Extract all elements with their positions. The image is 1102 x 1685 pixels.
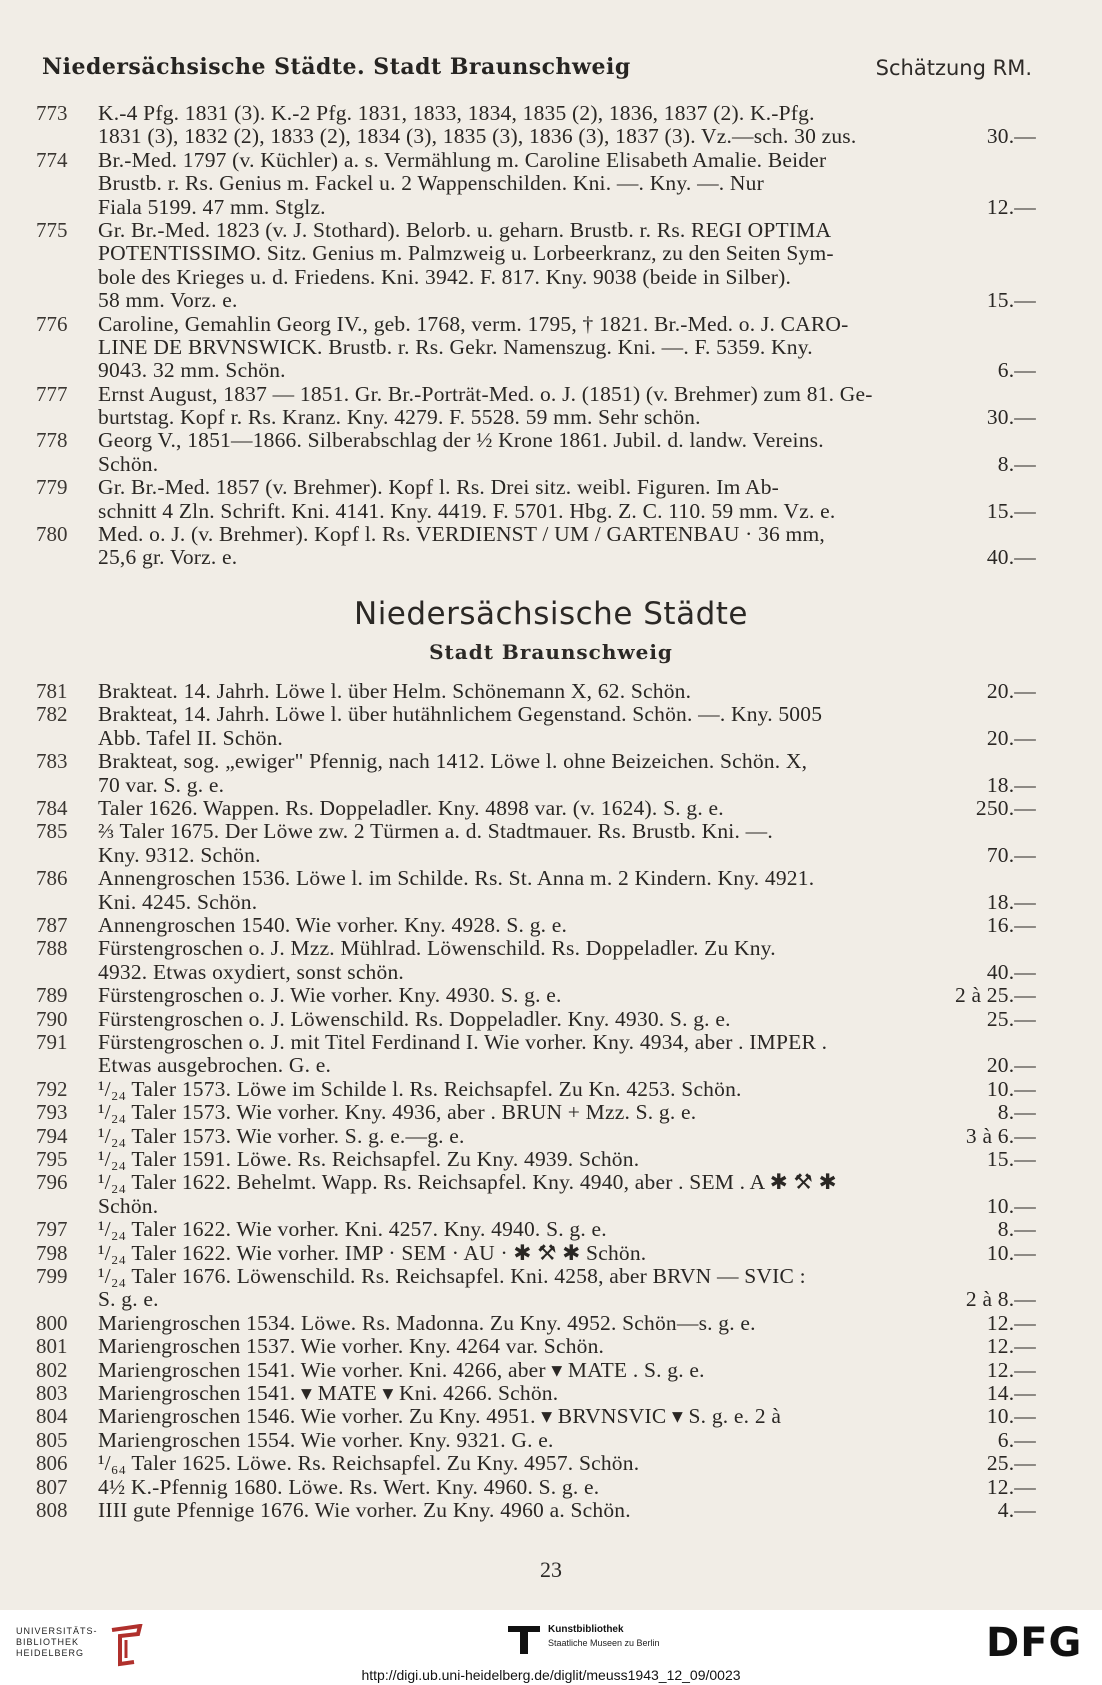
lot-line-text: Caroline, Gemahlin Georg IV., geb. 1768, verm. 1795, † 1821. Br.-Med. o. J. CARO-	[98, 312, 849, 336]
lot-entry	[36, 1078, 1036, 1101]
lot-entry	[36, 1499, 1036, 1522]
lot-line	[98, 1359, 1036, 1382]
lot-description	[98, 1405, 1036, 1428]
lot-description	[98, 1242, 1036, 1265]
lot-line	[98, 313, 1036, 336]
lot-number: 783	[36, 749, 68, 774]
lot-description	[98, 102, 1036, 149]
lot-line-text: Fürstengroschen o. J. Löwenschild. Rs. Doppeladler. Kny. 4930. S. g. e.	[98, 1007, 731, 1031]
lot-entry	[36, 1148, 1036, 1171]
lot-entry	[36, 867, 1036, 914]
lot-description	[98, 984, 1036, 1007]
lot-entry	[36, 1312, 1036, 1335]
lot-line-text: schnitt 4 Zln. Schrift. Kni. 4141. Kny. 4419. F. 5701. Hbg. Z. C. 110. 59 mm. Vz. e.	[98, 499, 836, 523]
uni-logo-line: BIBLIOTHEK	[16, 1637, 80, 1647]
lot-entry	[36, 1125, 1036, 1148]
lot-description	[98, 1335, 1036, 1358]
lot-line	[98, 961, 1036, 984]
lot-description	[98, 914, 1036, 937]
lot-number: 794	[36, 1123, 68, 1148]
lot-line-text: ¹/₂₄ Taler 1622. Wie vorher. IMP · SEM · AU · ✱ ⚒ ✱ Schön.	[98, 1241, 647, 1265]
lot-line-text: POTENTISSIMO. Sitz. Genius m. Palmzweig u. Lorbeerkranz, zu den Seiten Sym-	[98, 242, 834, 266]
lot-line-text: Br.-Med. 1797 (v. Küchler) a. s. Vermählung m. Caroline Elisabeth Amalie. Beider	[98, 148, 827, 172]
lot-line	[98, 219, 1036, 242]
lot-line-text: ¹/₆₄ Taler 1625. Löwe. Rs. Reichsapfel. Zu Kny. 4957. Schön.	[98, 1452, 640, 1476]
lot-line-text: Fürstengroschen o. J. Wie vorher. Kny. 4930. S. g. e.	[98, 984, 562, 1008]
lot-line	[98, 500, 1036, 523]
lot-description	[98, 867, 1036, 914]
lot-line-text: Georg V., 1851—1866. Silberabschlag der ½ Krone 1861. Jubil. d. landw. Vereins.	[98, 429, 824, 453]
lot-number: 806	[36, 1451, 68, 1476]
lot-estimate: 20.—	[986, 679, 1036, 703]
lot-description	[98, 429, 1036, 476]
lot-line-text: ⅔ Taler 1675. Der Löwe zw. 2 Türmen a. d. Stadtmauer. Rs. Brustb. Kni. —.	[98, 820, 773, 844]
lot-description	[98, 1476, 1036, 1499]
lot-line-text: 25,6 gr. Vorz. e.	[98, 546, 238, 570]
lot-line	[98, 797, 1036, 820]
lot-estimate: 20.—	[986, 1053, 1036, 1078]
lot-line	[98, 289, 1036, 312]
lot-line	[98, 453, 1036, 476]
lot-description	[98, 1499, 1036, 1522]
lot-line	[98, 102, 1036, 125]
lot-line-text: ¹/₂₄ Taler 1573. Wie vorher. Kny. 4936, aber . BRUN + Mzz. S. g. e.	[98, 1101, 697, 1125]
lot-line-text: Brakteat, sog. „ewiger" Pfennig, nach 1412. Löwe l. ohne Beizeichen. Schön. X,	[98, 750, 808, 774]
lot-entry	[36, 149, 1036, 219]
lot-estimate: 12.—	[986, 1310, 1036, 1335]
lot-line-text: Abb. Tafel II. Schön.	[98, 726, 284, 750]
lot-line	[98, 1335, 1036, 1358]
lot-description	[98, 820, 1036, 867]
lot-entry	[36, 313, 1036, 383]
lot-line-text: Ernst August, 1837 — 1851. Gr. Br.-Porträt-Med. o. J. (1851) (v. Brehmer) zum 81. Ge-	[98, 382, 873, 406]
lot-entry	[36, 102, 1036, 149]
lot-line	[98, 844, 1036, 867]
lot-estimate: 18.—	[986, 889, 1036, 914]
lot-estimate: 40.—	[986, 959, 1036, 984]
lot-estimate: 8.—	[997, 451, 1036, 476]
lot-number: 796	[36, 1170, 68, 1195]
lot-line	[98, 383, 1036, 406]
lot-number: 805	[36, 1427, 68, 1452]
lot-line	[98, 476, 1036, 499]
lot-estimate: 12.—	[986, 194, 1036, 219]
lot-description	[98, 219, 1036, 313]
lot-description	[98, 476, 1036, 523]
lot-number: 786	[36, 866, 68, 891]
lot-estimate: 2 à 8.—	[965, 1287, 1036, 1312]
lot-list-top	[36, 102, 1036, 570]
lot-estimate: 12.—	[986, 1357, 1036, 1382]
lot-estimate: 14.—	[986, 1380, 1036, 1405]
lot-line-text: 4932. Etwas oxydiert, sonst schön.	[98, 960, 404, 984]
lot-entry	[36, 1359, 1036, 1382]
lot-line-text: burtstag. Kopf r. Rs. Kranz. Kny. 4279. F. 5528. 59 mm. Sehr schön.	[98, 406, 701, 430]
lot-number: 797	[36, 1217, 68, 1242]
kunstbibliothek-name: Kunstbibliothek	[548, 1624, 624, 1635]
lot-line	[98, 1125, 1036, 1148]
lot-description	[98, 1078, 1036, 1101]
lot-line-text: ¹/₂₄ Taler 1573. Wie vorher. S. g. e.—g. e.	[98, 1124, 465, 1148]
lot-number: 775	[36, 217, 68, 242]
uni-logo-line: UNIVERSITÄTS-	[16, 1626, 98, 1636]
lot-entry	[36, 1101, 1036, 1124]
lot-estimate: 15.—	[986, 498, 1036, 523]
lot-line	[98, 125, 1036, 148]
lot-estimate: 10.—	[986, 1076, 1036, 1101]
lot-line-text: Brakteat, 14. Jahrh. Löwe l. über hutähnlichem Gegenstand. Schön. —. Kny. 5005	[98, 703, 823, 727]
lot-description	[98, 937, 1036, 984]
lot-description	[98, 680, 1036, 703]
lot-number: 788	[36, 936, 68, 961]
lot-description	[98, 797, 1036, 820]
lot-line-text: ¹/₂₄ Taler 1573. Löwe im Schilde l. Rs. Reichsapfel. Zu Kn. 4253. Schön.	[98, 1077, 742, 1101]
lot-entry	[36, 1171, 1036, 1218]
lot-entry	[36, 523, 1036, 570]
lot-line	[98, 336, 1036, 359]
lot-description	[98, 1452, 1036, 1475]
lot-line-text: Brakteat. 14. Jahrh. Löwe l. über Helm. Schönemann X, 62. Schön.	[98, 680, 692, 703]
lot-entry	[36, 937, 1036, 984]
lot-entry	[36, 750, 1036, 797]
lot-number: 779	[36, 475, 68, 500]
lot-description	[98, 149, 1036, 219]
lot-description	[98, 1359, 1036, 1382]
lot-entry	[36, 1218, 1036, 1241]
lot-list-bottom	[36, 680, 1036, 1522]
lot-estimate: 16.—	[986, 912, 1036, 937]
lot-line	[98, 750, 1036, 773]
lot-number: 773	[36, 101, 68, 125]
lot-line	[98, 914, 1036, 937]
lot-estimate: 40.—	[986, 545, 1036, 570]
lot-line-text: Mariengroschen 1554. Wie vorher. Kny. 9321. G. e.	[98, 1428, 554, 1452]
lot-line	[98, 1312, 1036, 1335]
lot-number: 785	[36, 819, 68, 844]
lot-line-text: Kni. 4245. Schön.	[98, 890, 258, 914]
lot-estimate: 12.—	[986, 1474, 1036, 1499]
lot-estimate: 20.—	[986, 725, 1036, 750]
lot-line	[98, 1101, 1036, 1124]
lot-line-text: ¹/₂₄ Taler 1622. Wie vorher. Kni. 4257. Kny. 4940. S. g. e.	[98, 1218, 607, 1242]
lot-estimate: 2 à 25.—	[954, 983, 1036, 1008]
lot-line-text: Mariengroschen 1534. Löwe. Rs. Madonna. Zu Kny. 4952. Schön—s. g. e.	[98, 1311, 756, 1335]
lot-line-text: Annengroschen 1536. Löwe l. im Schilde. Rs. St. Anna m. 2 Kindern. Kny. 4921.	[98, 867, 815, 891]
lot-number: 791	[36, 1029, 68, 1054]
lot-line	[98, 1242, 1036, 1265]
lot-description	[98, 1008, 1036, 1031]
lot-line-text: Taler 1626. Wappen. Rs. Doppeladler. Kny. 4898 var. (v. 1624). S. g. e.	[98, 796, 724, 820]
lot-description	[98, 1265, 1036, 1312]
lot-description	[98, 1148, 1036, 1171]
lot-description	[98, 1101, 1036, 1124]
dfg-logo[interactable]: DFG	[986, 1620, 1083, 1666]
lot-line-text: IIII gute Pfennige 1676. Wie vorher. Zu Kny. 4960 a. Schön.	[98, 1498, 631, 1522]
lot-line	[98, 1218, 1036, 1241]
lot-description	[98, 383, 1036, 430]
lot-line	[98, 1265, 1036, 1288]
lot-number: 778	[36, 428, 68, 453]
lot-number: 804	[36, 1404, 68, 1429]
lot-line-text: Fürstengroschen o. J. Mzz. Mühlrad. Löwenschild. Rs. Doppeladler. Zu Kny.	[98, 937, 776, 961]
lot-estimate: 12.—	[986, 1334, 1036, 1359]
lot-description	[98, 1125, 1036, 1148]
lot-entry	[36, 1429, 1036, 1452]
lot-line	[98, 242, 1036, 265]
uni-logo-line: HEIDELBERG	[16, 1648, 85, 1658]
lot-line	[98, 1429, 1036, 1452]
lot-estimate: 8.—	[997, 1100, 1036, 1125]
lot-line	[98, 523, 1036, 546]
lot-line-text: Gr. Br.-Med. 1857 (v. Brehmer). Kopf l. Rs. Drei sitz. weibl. Figuren. Im Ab-	[98, 476, 780, 500]
lot-number: 790	[36, 1006, 68, 1031]
lot-entry	[36, 1335, 1036, 1358]
lot-line	[98, 1452, 1036, 1475]
lot-entry	[36, 383, 1036, 430]
lot-line-text: 58 mm. Vorz. e.	[98, 289, 238, 313]
lot-estimate: 6.—	[997, 358, 1036, 383]
lot-estimate: 8.—	[997, 1217, 1036, 1242]
lot-description	[98, 523, 1036, 570]
lot-line	[98, 727, 1036, 750]
lot-estimate: 4.—	[997, 1497, 1036, 1522]
lot-estimate: 70.—	[986, 842, 1036, 867]
lot-entry	[36, 703, 1036, 750]
lot-line-text: Annengroschen 1540. Wie vorher. Kny. 4928. S. g. e.	[98, 913, 568, 937]
lot-number: 799	[36, 1263, 68, 1288]
lot-estimate: 6.—	[997, 1427, 1036, 1452]
lot-estimate: 30.—	[986, 124, 1036, 149]
lot-number: 777	[36, 381, 68, 406]
lot-line-text: Fiala 5199. 47 mm. Stglz.	[98, 195, 326, 219]
lot-estimate: 15.—	[986, 288, 1036, 313]
lot-entry	[36, 476, 1036, 523]
lot-entry	[36, 984, 1036, 1007]
lot-estimate: 30.—	[986, 405, 1036, 430]
lot-line-text: Schön.	[98, 452, 159, 476]
lot-line	[98, 1476, 1036, 1499]
lot-line-text: K.-4 Pfg. 1831 (3). K.-2 Pfg. 1831, 1833, 1834, 1835 (2), 1836, 1837 (2). K.-Pfg.	[98, 102, 815, 125]
lot-entry	[36, 1265, 1036, 1312]
lot-line-text: 4½ K.-Pfennig 1680. Löwe. Rs. Wert. Kny. 4960. S. g. e.	[98, 1475, 600, 1499]
lot-line	[98, 1054, 1036, 1077]
lot-number: 781	[36, 679, 68, 703]
lot-line-text: Med. o. J. (v. Brehmer). Kopf l. Rs. VERDIENST / UM / GARTENBAU · 36 mm,	[98, 523, 825, 547]
running-head	[42, 54, 1032, 88]
lot-number: 793	[36, 1100, 68, 1125]
lot-description	[98, 1382, 1036, 1405]
lot-number: 803	[36, 1380, 68, 1405]
lot-estimate: 25.—	[986, 1006, 1036, 1031]
lot-line	[98, 546, 1036, 569]
lot-entry	[36, 1405, 1036, 1428]
lot-entry	[36, 1008, 1036, 1031]
lot-line	[98, 937, 1036, 960]
running-head-title: Niedersächsische Städte. Stadt Braunschweig	[42, 54, 631, 80]
lot-line	[98, 429, 1036, 452]
university-crest-icon	[104, 1624, 148, 1670]
lot-entry	[36, 914, 1036, 937]
lot-line	[98, 1171, 1036, 1194]
lot-estimate: 15.—	[986, 1146, 1036, 1171]
lot-description	[98, 1171, 1036, 1218]
section-subtitle: Stadt Braunschweig	[429, 640, 673, 664]
lot-line-text: Mariengroschen 1546. Wie vorher. Zu Kny. 4951. ▾ BRVNSVIC ▾ S. g. e. 2 à	[98, 1405, 782, 1429]
lot-estimate: 18.—	[986, 772, 1036, 797]
lot-entry	[36, 1242, 1036, 1265]
lot-description	[98, 1312, 1036, 1335]
lot-number: 780	[36, 522, 68, 547]
lot-line-text: Gr. Br.-Med. 1823 (v. J. Stothard). Belorb. u. geharn. Brustb. r. Rs. REGI OPTIMA	[98, 218, 832, 242]
lot-line	[98, 359, 1036, 382]
lot-number: 792	[36, 1076, 68, 1101]
lot-line	[98, 1499, 1036, 1522]
lot-line-text: Fürstengroschen o. J. mit Titel Ferdinand I. Wie vorher. Kny. 4934, aber . IMPER .	[98, 1030, 828, 1054]
lot-entry	[36, 1452, 1036, 1475]
lot-number: 787	[36, 912, 68, 937]
lot-line	[98, 1382, 1036, 1405]
lot-number: 798	[36, 1240, 68, 1265]
page-number: 23	[540, 1557, 562, 1582]
lot-line-text: Etwas ausgebrochen. G. e.	[98, 1054, 332, 1078]
lot-entry	[36, 1031, 1036, 1078]
lot-line-text: ¹/₂₄ Taler 1676. Löwenschild. Rs. Reichsapfel. Kni. 4258, aber BRVN — SVIC :	[98, 1264, 806, 1288]
lot-entry	[36, 680, 1036, 703]
lot-entry	[36, 429, 1036, 476]
source-url[interactable]: http://digi.ub.uni-heidelberg.de/diglit/meuss1943_12_09/0023	[361, 1667, 741, 1683]
lot-line	[98, 703, 1036, 726]
lot-line-text: 1831 (3), 1832 (2), 1833 (2), 1834 (3), 1835 (3), 1836 (3), 1837 (3). Vz.—sch. 30 zus.	[98, 125, 857, 149]
lot-number: 784	[36, 795, 68, 820]
lot-estimate: 25.—	[986, 1451, 1036, 1476]
lot-entry	[36, 797, 1036, 820]
lot-line-text: bole des Krieges u. d. Friedens. Kni. 3942. F. 817. Kny. 9038 (beide in Silber).	[98, 265, 792, 289]
lot-line-text: S. g. e.	[98, 1288, 159, 1312]
section-title: Niedersächsische Städte	[354, 596, 748, 632]
lot-line-text: ¹/₂₄ Taler 1591. Löwe. Rs. Reichsapfel. Zu Kny. 4939. Schön.	[98, 1147, 640, 1171]
lot-line	[98, 1405, 1036, 1428]
kunstbibliothek-logo[interactable]	[508, 1622, 708, 1662]
lot-description	[98, 703, 1036, 750]
lot-line	[98, 1031, 1036, 1054]
lot-line	[98, 867, 1036, 890]
lot-entry	[36, 1476, 1036, 1499]
running-head-estimate-label: Schätzung RM.	[875, 56, 1032, 80]
lot-line	[98, 1288, 1036, 1311]
lot-line	[98, 172, 1036, 195]
lot-line-text: Mariengroschen 1541. Wie vorher. Kni. 4266, aber ▾ MATE . S. g. e.	[98, 1358, 705, 1382]
lot-description	[98, 750, 1036, 797]
lot-line	[98, 196, 1036, 219]
lot-line-text: 70 var. S. g. e.	[98, 773, 225, 797]
lot-line-text: Mariengroschen 1541. ▾ MATE ▾ Kni. 4266. Schön.	[98, 1381, 559, 1405]
lot-entry	[36, 1382, 1036, 1405]
lot-entry	[36, 219, 1036, 313]
lot-number: 776	[36, 311, 68, 336]
lot-number: 774	[36, 147, 68, 172]
lot-number: 795	[36, 1146, 68, 1171]
lot-estimate: 10.—	[986, 1240, 1036, 1265]
footer	[0, 1610, 1102, 1685]
lot-line	[98, 1078, 1036, 1101]
lot-description	[98, 313, 1036, 383]
lot-line	[98, 680, 1036, 703]
lot-number: 782	[36, 702, 68, 727]
lot-line-text: ¹/₂₄ Taler 1622. Behelmt. Wapp. Rs. Reichsapfel. Kny. 4940, aber . SEM . A ✱ ⚒ ✱	[98, 1171, 837, 1195]
lot-estimate: 10.—	[986, 1193, 1036, 1218]
lot-line	[98, 266, 1036, 289]
lot-line-text: LINE DE BRVNSWICK. Brustb. r. Rs. Gekr. Namenszug. Kni. —. F. 5359. Kny.	[98, 335, 813, 359]
lot-line	[98, 149, 1036, 172]
lot-number: 807	[36, 1474, 68, 1499]
lot-line	[98, 820, 1036, 843]
lot-number: 802	[36, 1357, 68, 1382]
lot-line	[98, 1008, 1036, 1031]
lot-line-text: Kny. 9312. Schön.	[98, 843, 261, 867]
kunstbibliothek-subtitle: Staatliche Museen zu Berlin	[548, 1638, 660, 1648]
lot-estimate: 3 à 6.—	[965, 1123, 1036, 1148]
lot-line-text: 9043. 32 mm. Schön.	[98, 359, 286, 383]
lot-line	[98, 1195, 1036, 1218]
lot-number: 801	[36, 1334, 68, 1359]
lot-description	[98, 1429, 1036, 1452]
lot-estimate: 250.—	[975, 795, 1036, 820]
lot-line	[98, 891, 1036, 914]
lot-entry	[36, 820, 1036, 867]
lot-line-text: Brustb. r. Rs. Genius m. Fackel u. 2 Wappenschilden. Kni. —. Kny. —. Nur	[98, 172, 764, 196]
lot-line-text: Mariengroschen 1537. Wie vorher. Kny. 4264 var. Schön.	[98, 1335, 605, 1359]
lot-line	[98, 1148, 1036, 1171]
lot-description	[98, 1031, 1036, 1078]
lot-line	[98, 774, 1036, 797]
lot-line	[98, 984, 1036, 1007]
lot-number: 800	[36, 1310, 68, 1335]
lot-number: 789	[36, 983, 68, 1008]
lot-line-text: Schön.	[98, 1194, 159, 1218]
lot-number: 808	[36, 1497, 68, 1522]
lot-description	[98, 1218, 1036, 1241]
kunstbibliothek-emblem-icon	[508, 1626, 540, 1654]
lot-line	[98, 406, 1036, 429]
lot-estimate: 10.—	[986, 1404, 1036, 1429]
